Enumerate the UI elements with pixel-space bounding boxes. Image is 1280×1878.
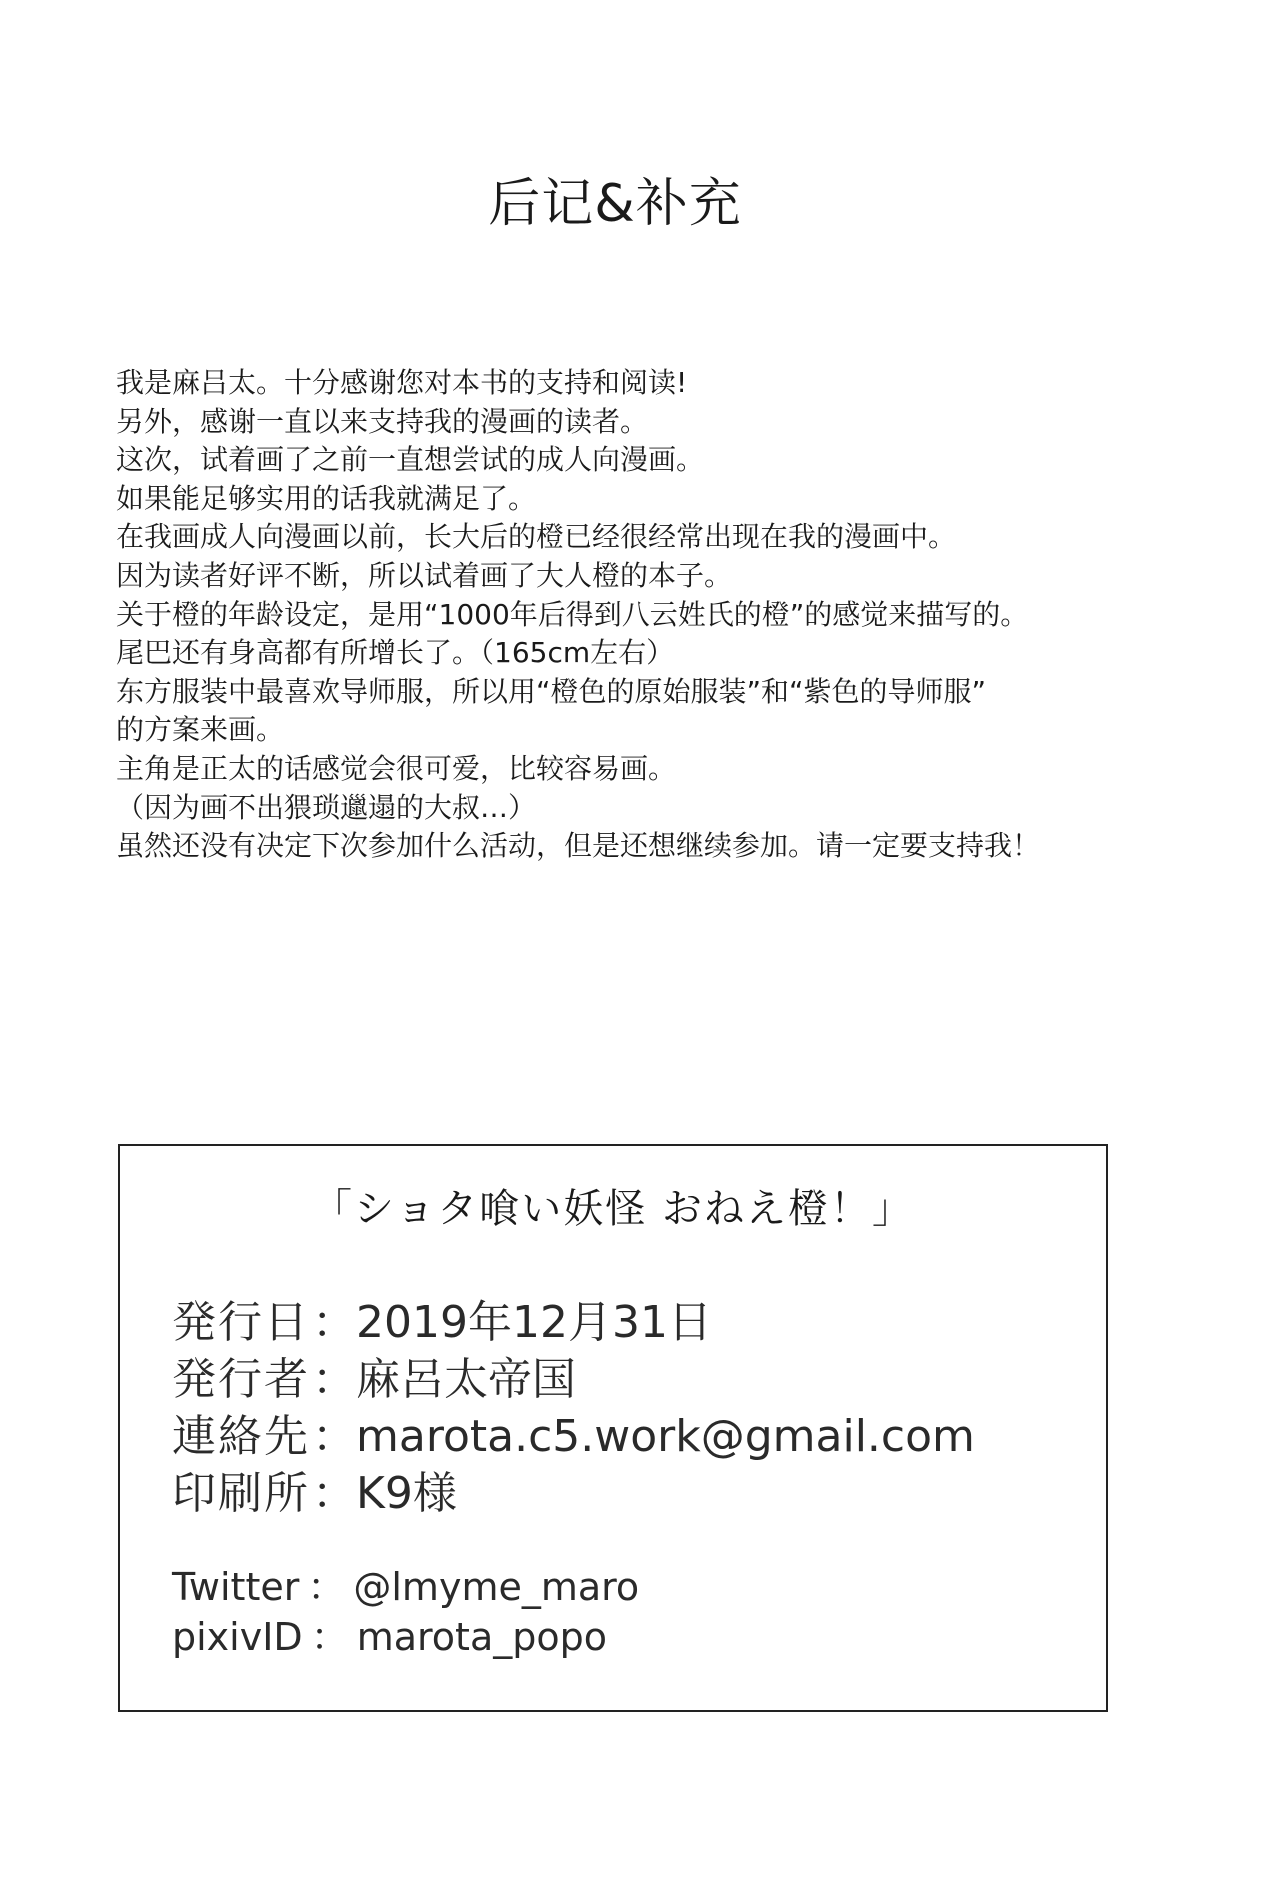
afterword-line: 虽然还没有决定下次参加什么活动，但是还想继续参加。请一定要支持我！ [116, 829, 1041, 863]
afterword-line: 主角是正太的话感觉会很可爱，比较容易画。 [116, 751, 677, 785]
separator: ： [312, 1468, 356, 1519]
afterword-line: 如果能足够实用的话我就满足了。 [116, 481, 537, 515]
afterword-line: 在我画成人向漫画以前，长大后的橙已经很经常出现在我的漫画中。 [116, 520, 957, 554]
separator: ： [312, 1354, 356, 1405]
afterword-line: 尾巴还有身高都有所增长了。（165cm左右） [116, 636, 675, 670]
afterword-line: （因为画不出猥琐邋遢的大叔…） [116, 790, 537, 824]
publisher-label: 発行者 [172, 1354, 310, 1405]
publication-info [172, 1294, 975, 1522]
afterword-line: 的方案来画。 [116, 713, 285, 747]
book-title: 「ショタ喰い妖怪 おねえ橙！」 [312, 1186, 914, 1232]
afterword-line: 关于橙的年龄设定，是用“1000年后得到八云姓氏的橙”的感觉来描写的。 [116, 597, 1029, 631]
separator: ： [312, 1411, 356, 1462]
printer-value: K9様 [356, 1468, 457, 1519]
publisher-value: 麻呂太帝国 [356, 1354, 576, 1405]
contact-row [172, 1408, 975, 1465]
twitter-label: Twitter [172, 1565, 300, 1609]
afterword-text [116, 364, 1196, 866]
pixiv-row [172, 1612, 639, 1662]
afterword-line: 另外，感谢一直以来支持我的漫画的读者。 [116, 404, 649, 438]
pixiv-label: pixivID [172, 1615, 303, 1659]
twitter-row [172, 1562, 639, 1612]
afterword-line: 我是麻吕太。十分感谢您对本书的支持和阅读! [116, 366, 688, 399]
pixiv-handle[interactable]: marota_popo [356, 1615, 607, 1659]
afterword-line: 这次，试着画了之前一直想尝试的成人向漫画。 [116, 443, 705, 477]
publication-date-row [172, 1294, 975, 1351]
publisher-row [172, 1351, 975, 1408]
separator: ： [307, 1565, 346, 1609]
twitter-handle[interactable]: @lmyme_maro [353, 1565, 640, 1609]
publication-date-value: 2019年12月31日 [356, 1297, 712, 1348]
page-title: 后记&补充 [488, 174, 742, 234]
afterword-line: 因为读者好评不断，所以试着画了大人橙的本子。 [116, 558, 733, 592]
publication-date-label: 発行日 [172, 1297, 310, 1348]
contact-email[interactable]: marota.c5.work@gmail.com [356, 1411, 975, 1462]
printer-row [172, 1465, 975, 1522]
separator: ： [312, 1297, 356, 1348]
social-links [172, 1562, 639, 1662]
separator: ： [310, 1615, 349, 1659]
colophon-box [118, 1144, 1108, 1712]
printer-label: 印刷所 [172, 1468, 310, 1519]
contact-label: 連絡先 [172, 1411, 310, 1462]
afterword-line: 东方服装中最喜欢导师服，所以用“橙色的原始服装”和“紫色的导师服” [116, 674, 987, 708]
